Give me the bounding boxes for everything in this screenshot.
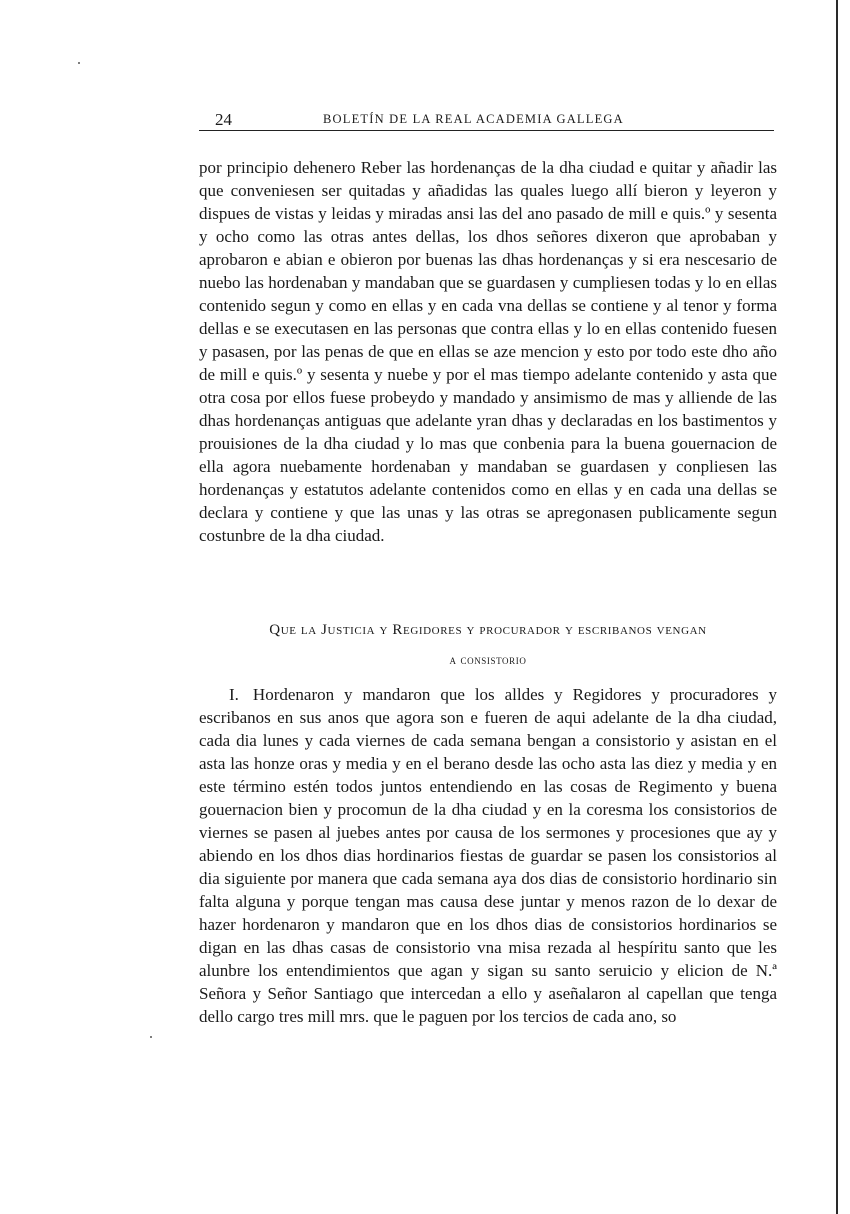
paragraph-2-text: Hordenaron y mandaron que los alldes y Regidores y procuradores y escribanos en sus anos que agora son e fueren de aqui adelante de la dha ciudad, cada dia lunes y cada viernes de cada semana bengan a consistorio y asistan en el asta las honze oras y media y en el berano desde las ocho asta las diez y media y en este término estén todos juntos entendiendo en las cosas de Regimento y buena gouernacion bien y procomun de la dha ciudad y en la coresma los consistorios de viernes se pasen al juebes antes por causa de los sermones y procesiones que ay y abiendo en los dhos dias hordinarios fiestas de guardar se pasen los consistorios al dia siguiente por manera que cada semana aya dos dias de consistorio hordinario sin falta alguna y porque tengan mas causa dese juntar y menos razon de lo dexar de hazer hordenaron y mandaron que en los dhos dias de consistorios hordinarios se digan en las dhas casas de consistorio vna misa rezada al hespíritu santo que les alunbre los entendimientos que agan y sigan su santo seruicio y elicion de N.ª Señora y Señor Santiago que intercedan a ello y aseñalaron al capellan que tenga dello cargo tres mill mrs. que le paguen por los tercios de cada ano, so	[199, 685, 777, 1026]
paragraph-2	[199, 683, 777, 1028]
section-heading-line-1: Que la Justicia y Regidores y procurador y escribanos vengan	[269, 622, 707, 638]
section-heading-line-2: a consistorio	[449, 652, 527, 667]
paragraph-numeral: I.	[229, 685, 239, 704]
running-title: BOLETÍN DE LA REAL ACADEMIA GALLEGA	[323, 112, 624, 126]
page-edge-line	[836, 0, 838, 1214]
paragraph-1: por principio dehenero Reber las hordenanças de la dha ciudad e quitar y añadir las que conveniesen ser quitadas y añadidas las quales luego allí bieron y leyeron y dispues de vistas y leidas y miradas ansi las del ano pasado de mill e quis.º y sesenta y ocho como las otras antes dellas, los dhos señores dixeron que aprobaban y aprobaron e abian e obieron por buenas las dhas hordenanças y si era nescesario de nuebo las hordenaban y mandaban que se guardasen y cumpliesen todas y lo en ellas contenido segun y como en ellas y en cada vna dellas se contiene y al tenor y forma dellas e se executasen en las personas que contra ellas y lo en ellas contenido fuesen y pasasen, por las penas de que en ellas se aze mencion y esto por todo este dho año de mill e quis.º y sesenta y nuebe y por el mas tiempo adelante contenido y asta que otra cosa por ellos fuese probeydo y mandado y ansimismo de mas y alliende de las dhas hordenanças antiguas que adelante yran dhas y declaradas en los bastimentos y prouisiones de la dha ciudad y lo mas que conbenia para la buena gouernacion de ella agora nuebamente hordenaban y mandaban se guardasen y conpliesen las hordenanças y estatutos adelante contenidos como en ellas y en cada una dellas se declara y contiene y que las unas y las otras se apregonasen publicamente segun costunbre de la dha ciudad.	[199, 158, 777, 545]
scan-speck	[78, 62, 80, 64]
page-number: 24	[215, 110, 232, 129]
scan-speck	[150, 1036, 152, 1038]
page-header	[199, 106, 774, 131]
